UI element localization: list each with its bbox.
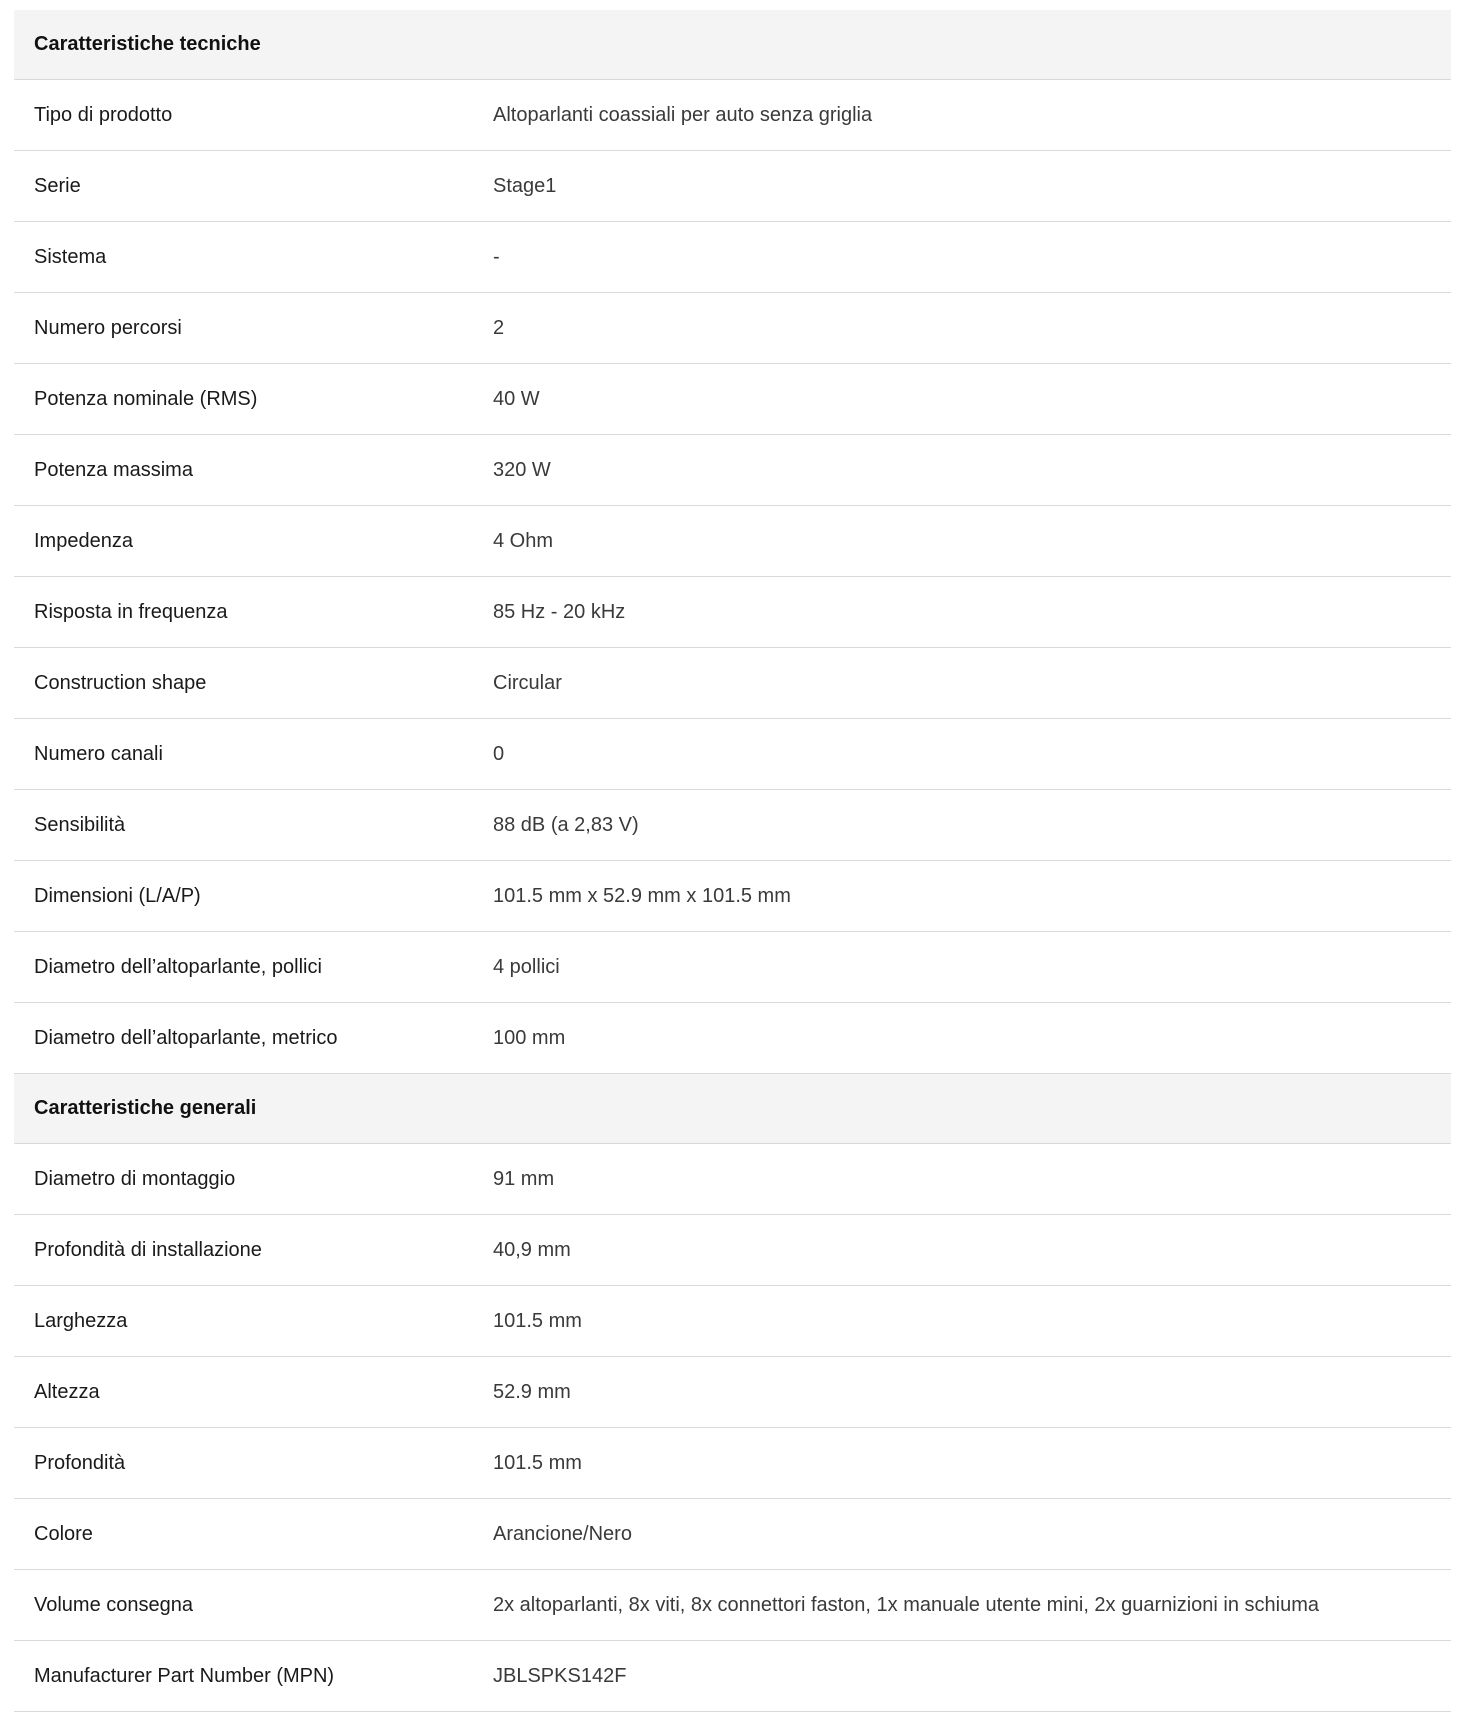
spec-row [14, 577, 1451, 648]
spec-label: Altezza [34, 1380, 100, 1403]
spec-row [14, 506, 1451, 577]
spec-value: 4 pollici [493, 955, 560, 978]
spec-row [14, 293, 1451, 364]
spec-label: Manufacturer Part Number (MPN) [34, 1664, 335, 1687]
spec-value: Arancione/Nero [493, 1522, 632, 1545]
spec-row [14, 435, 1451, 506]
spec-value: 4 Ohm [493, 529, 554, 552]
spec-value: Altoparlanti coassiali per auto senza griglia [493, 103, 873, 126]
spec-value: Circular [493, 671, 562, 694]
spec-row [14, 1003, 1451, 1074]
spec-label: Numero canali [34, 742, 163, 765]
spec-value: 100 mm [493, 1026, 566, 1049]
spec-row [14, 790, 1451, 861]
spec-table [14, 10, 1451, 1712]
spec-row [14, 222, 1451, 293]
spec-value: 91 mm [493, 1167, 555, 1190]
spec-value: 40 W [493, 387, 540, 410]
spec-label: Sistema [34, 245, 107, 268]
spec-value: JBLSPKS142F [493, 1664, 627, 1687]
spec-label: Diametro dell’altoparlante, metrico [34, 1026, 338, 1049]
spec-label: Tipo di prodotto [34, 103, 173, 126]
section-header-general [14, 1074, 1451, 1144]
spec-value: 85 Hz - 20 kHz [493, 600, 626, 623]
spec-label: Profondità di installazione [34, 1238, 262, 1261]
section-title: Caratteristiche tecniche [34, 33, 261, 55]
spec-value: 0 [493, 742, 505, 765]
spec-row [14, 1357, 1451, 1428]
spec-row [14, 80, 1451, 151]
spec-value: 2x altoparlanti, 8x viti, 8x connettori faston, 1x manuale utente mini, 2x guarnizioni in schiuma [493, 1593, 1319, 1616]
spec-row [14, 1499, 1451, 1570]
spec-label: Serie [34, 174, 81, 197]
spec-value: 101.5 mm x 52.9 mm x 101.5 mm [493, 884, 791, 907]
spec-row [14, 1428, 1451, 1499]
spec-label: Sensibilità [34, 813, 126, 836]
section-title: Caratteristiche generali [34, 1097, 257, 1119]
spec-label: Diametro dell’altoparlante, pollici [34, 955, 322, 978]
spec-row [14, 1144, 1451, 1215]
section-header-technical [14, 10, 1451, 80]
spec-label: Dimensioni (L/A/P) [34, 884, 201, 907]
spec-value: 88 dB (a 2,83 V) [493, 813, 639, 836]
spec-label: Potenza massima [34, 458, 193, 481]
spec-row [14, 151, 1451, 222]
spec-row [14, 1215, 1451, 1286]
spec-value: 2 [493, 316, 505, 339]
spec-label: Impedenza [34, 529, 133, 552]
spec-row [14, 1641, 1451, 1712]
spec-label: Volume consegna [34, 1593, 194, 1616]
spec-label: Colore [34, 1522, 93, 1545]
spec-row [14, 648, 1451, 719]
spec-row [14, 1286, 1451, 1357]
spec-row [14, 1570, 1451, 1641]
spec-label: Risposta in frequenza [34, 600, 228, 623]
spec-value: 320 W [493, 458, 551, 481]
spec-label: Larghezza [34, 1309, 128, 1332]
spec-label: Numero percorsi [34, 316, 182, 339]
spec-value: 40,9 mm [493, 1238, 571, 1261]
spec-label: Diametro di montaggio [34, 1167, 236, 1190]
spec-value: Stage1 [493, 174, 557, 197]
spec-row [14, 932, 1451, 1003]
spec-row [14, 719, 1451, 790]
spec-label: Construction shape [34, 671, 207, 694]
spec-row [14, 861, 1451, 932]
spec-value: 101.5 mm [493, 1309, 582, 1332]
spec-value: 101.5 mm [493, 1451, 582, 1474]
spec-label: Profondità [34, 1451, 126, 1474]
spec-label: Potenza nominale (RMS) [34, 387, 258, 410]
spec-value: 52.9 mm [493, 1380, 571, 1403]
spec-value: - [493, 245, 500, 268]
spec-row [14, 364, 1451, 435]
